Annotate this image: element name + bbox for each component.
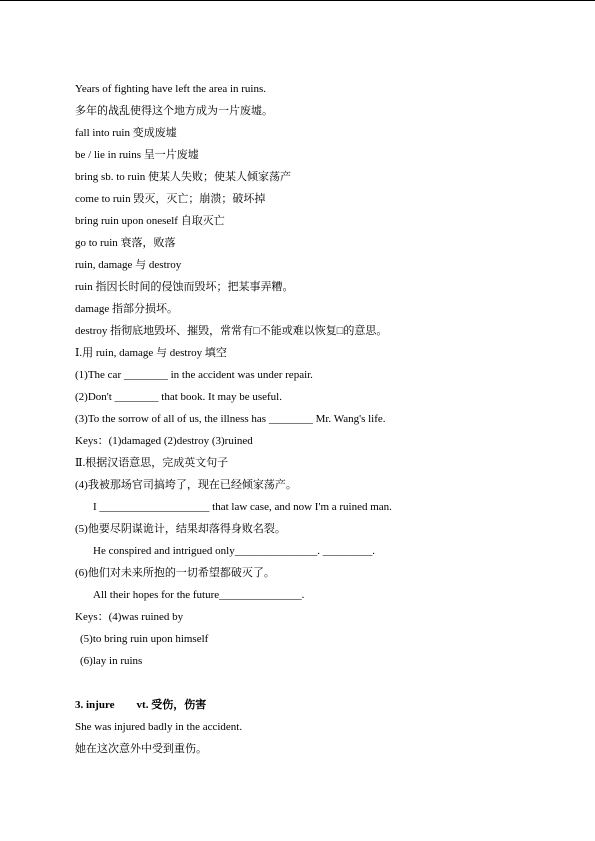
phrase-go-to-ruin: go to ruin 衰落，败落 [75,237,176,249]
exercise-item-5-en: He conspired and intrigued only_______________. _________. [93,545,375,557]
injure-example-en: She was injured badly in the accident. [75,721,243,733]
injure-example-zh: 她在这次意外中受到重伤。 [75,743,207,755]
exercise-item-6-zh: (6)他们对未来所抱的一切希望都破灭了。 [75,567,275,579]
exercise-1-title: Ⅰ.用 ruin, damage 与 destroy 填空 [75,347,227,359]
comparison-title: ruin, damage 与 destroy [75,259,182,271]
exercise-item-4-zh: (4)我被那场官司搞垮了，现在已经倾家荡产。 [75,479,297,491]
section-number: 3. injure [75,699,115,711]
exercise-2-key-6: (6)lay in ruins [80,655,143,667]
example-sentence-zh: 多年的战乱使得这个地方成为一片废墟。 [75,105,273,117]
exercise-item-4-en: I ____________________ that law case, and now I'm a ruined man. [93,501,392,513]
phrase-come-to-ruin: come to ruin 毁灭，灭亡；崩溃；破坏掉 [75,193,266,205]
phrase-lie-in-ruins: be / lie in ruins 呈一片废墟 [75,149,199,161]
section-pos-meaning: vt. 受伤，伤害 [136,699,207,711]
definition-damage: damage 指部分损坏。 [75,303,178,315]
example-sentence-en: Years of fighting have left the area in ruins. [75,83,267,95]
exercise-item-6-en: All their hopes for the future_______________. [93,589,305,601]
phrase-fall-into-ruin: fall into ruin 变成废墟 [75,127,177,139]
exercise-2-key-5: (5)to bring ruin upon himself [80,633,209,645]
exercise-item-1: (1)The car ________ in the accident was under repair. [75,369,313,381]
section-spacer [75,672,575,694]
exercise-item-2: (2)Don't ________ that book. It may be useful. [75,391,282,403]
definition-ruin: ruin 指因长时间的侵蚀而毁坏；把某事弄糟。 [75,281,294,293]
phrase-bring-to-ruin: bring sb. to ruin 使某人失败；使某人倾家荡产 [75,171,292,183]
document-body [75,78,575,760]
section-heading-injure [75,694,575,716]
exercise-2-title: Ⅱ.根据汉语意思，完成英文句子 [75,457,229,469]
exercise-item-3: (3)To the sorrow of all of us, the illness has ________ Mr. Wang's life. [75,413,386,425]
exercise-item-5-zh: (5)他要尽阴谋诡计，结果却落得身败名裂。 [75,523,286,535]
top-border-line [0,0,595,1]
exercise-2-keys: Keys：(4)was ruined by [75,611,184,623]
phrase-bring-ruin-upon: bring ruin upon oneself 自取灭亡 [75,215,225,227]
definition-destroy: destroy 指彻底地毁坏、摧毁，常常有□不能或难以恢复□的意思。 [75,325,388,337]
exercise-1-keys: Keys：(1)damaged (2)destroy (3)ruined [75,435,253,447]
